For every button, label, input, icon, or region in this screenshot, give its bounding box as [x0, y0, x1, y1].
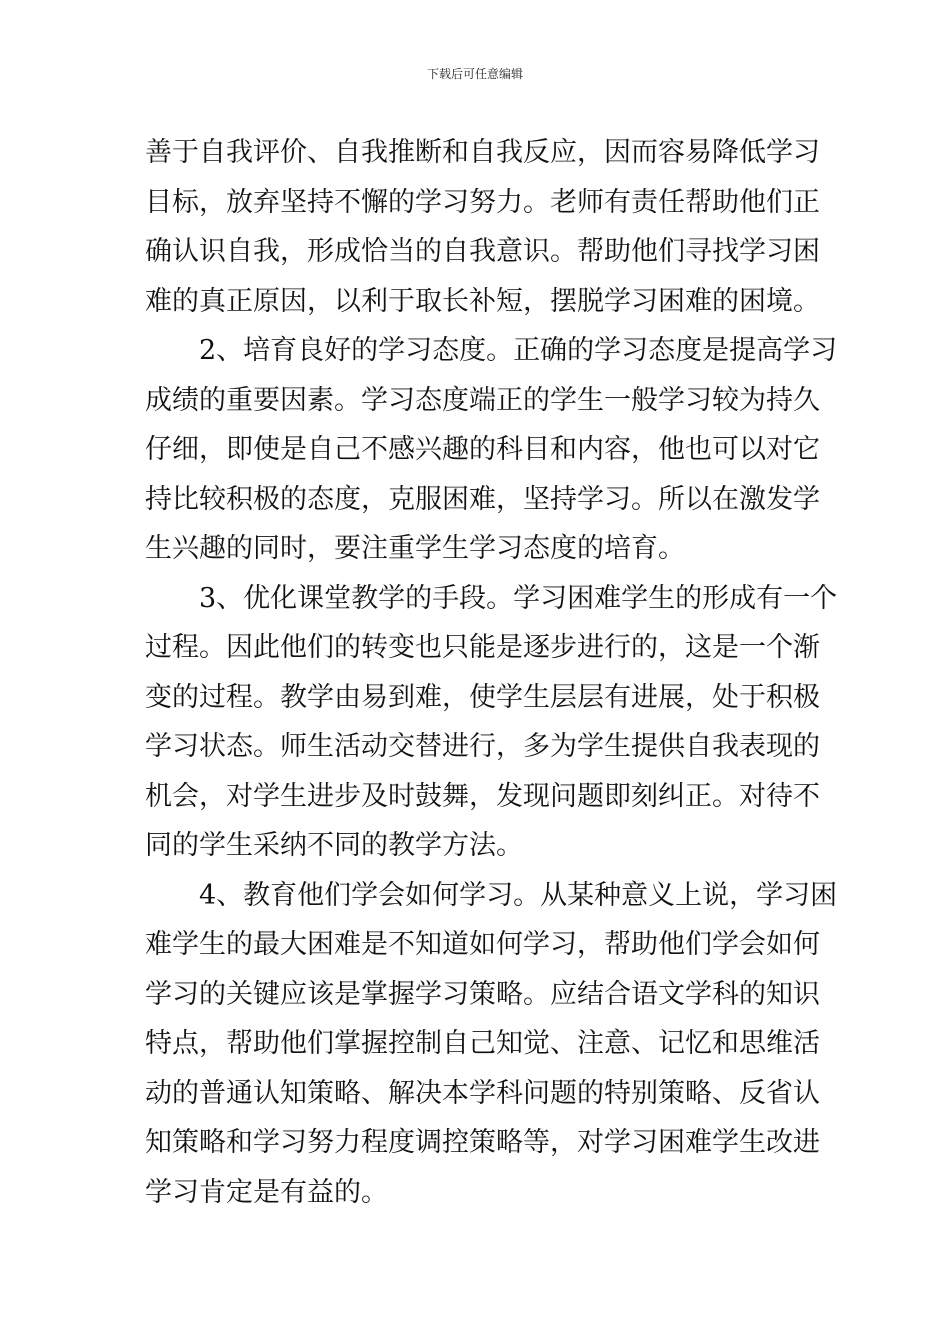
text-line: 动的普通认知策略、解决本学科问题的特别策略、反省认 — [145, 1077, 820, 1109]
paragraph-3-first-line: 3、优化课堂教学的手段。学习困难学生的形成有一个 — [199, 582, 838, 614]
text-line: 机会，对学生进步及时鼓舞，发现问题即刻纠正。对待不 — [145, 780, 820, 812]
text-line: 学习肯定是有益的。 — [145, 1176, 388, 1208]
text-line: 难学生的最大困难是不知道如何学习，帮助他们学会如何 — [145, 929, 820, 960]
text-line: 目标，放弃坚持不懈的学习努力。老师有责任帮助他们正 — [145, 186, 820, 218]
text-line: 难的真正原因，以利于取长补短，摆脱学习困难的困境。 — [145, 285, 820, 317]
text-line: 学习状态。师生活动交替进行，多为学生提供自我表现的 — [145, 731, 820, 762]
text-line: 同的学生采纳不同的教学方法。 — [145, 830, 523, 861]
text-line: 过程。因此他们的转变也只能是逐步进行的，这是一个渐 — [145, 632, 820, 663]
text-line: 生兴趣的同时，要注重学生学习态度的培育。 — [145, 533, 685, 564]
text-line: 成绩的重要因素。学习态度端正的学生一般学习较为持久 — [145, 384, 820, 416]
document-body — [145, 128, 838, 1217]
text-line: 变的过程。教学由易到难，使学生层层有进展，处于积极 — [145, 681, 820, 713]
text-line: 特点，帮助他们掌握控制自己知觉、注意、记忆和思维活 — [145, 1028, 820, 1059]
page-header-note: 下载后可任意编辑 — [426, 67, 523, 81]
text-line: 持比较积极的态度，克服困难，坚持学习。所以在激发学 — [145, 483, 820, 515]
paragraph-2-first-line: 2、培育良好的学习态度。正确的学习态度是提高学习 — [199, 335, 838, 366]
text-line: 学习的关键应该是掌握学习策略。应结合语文学科的知识 — [145, 978, 820, 1010]
text-line: 仔细，即使是自己不感兴趣的科目和内容，他也可以对它 — [145, 434, 820, 465]
text-line: 善于自我评价、自我推断和自我反应，因而容易降低学习 — [145, 137, 820, 168]
text-line: 确认识自我，形成恰当的自我意识。帮助他们寻找学习困 — [145, 236, 820, 267]
text-line: 知策略和学习努力程度调控策略等，对学习困难学生改进 — [145, 1127, 820, 1158]
paragraph-4-first-line: 4、教育他们学会如何学习。从某种意义上说，学习困 — [199, 879, 838, 911]
